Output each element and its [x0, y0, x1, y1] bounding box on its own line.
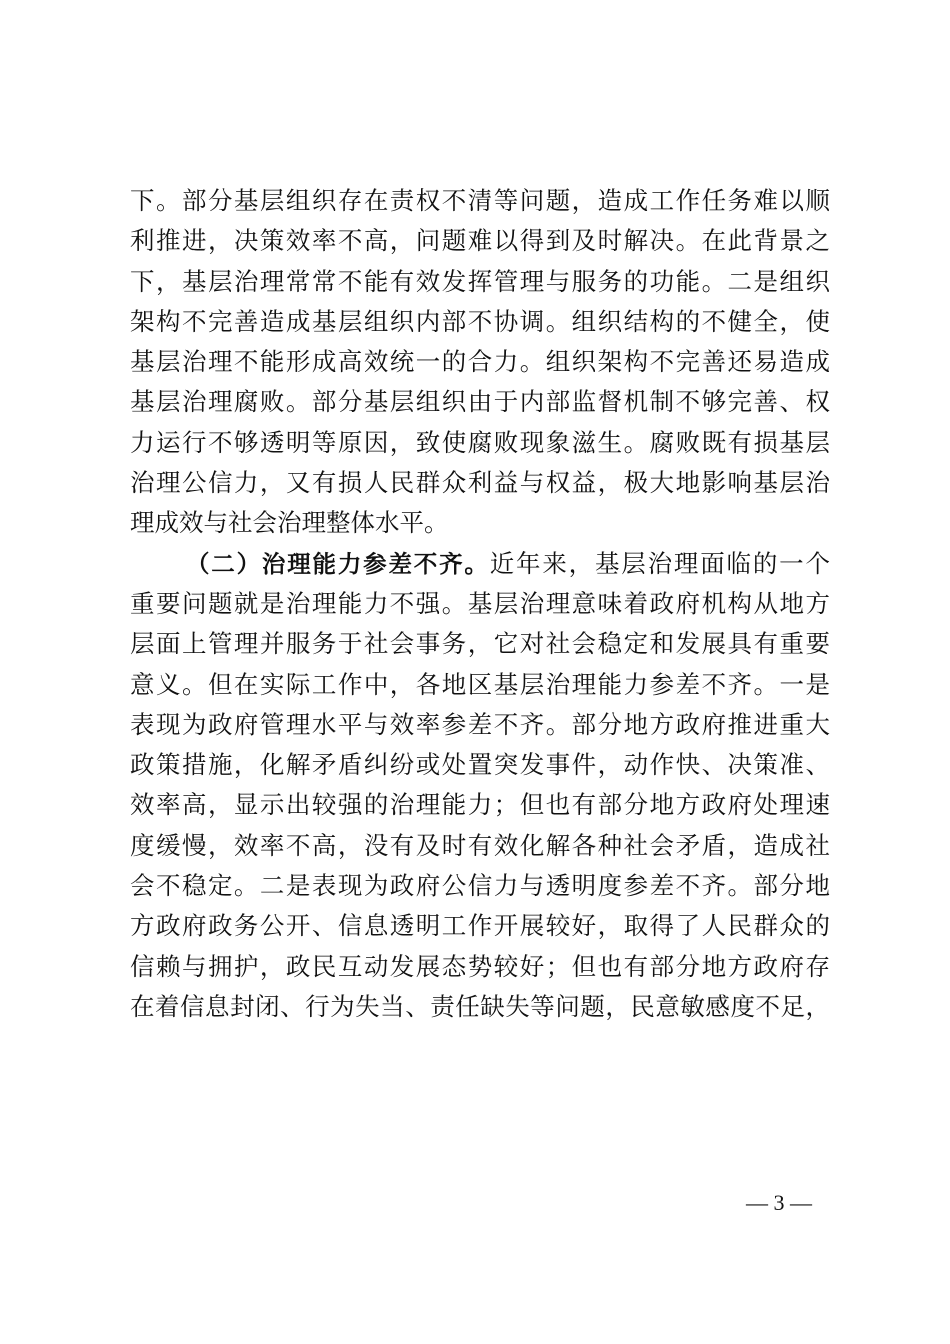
- paragraph-line: 度缓慢，效率不高，没有及时有效化解各种社会矛盾，造成社: [130, 830, 830, 860]
- paragraph-line: 在着信息封闭、行为失当、责任缺失等问题，民意敏感度不足，: [130, 991, 830, 1021]
- paragraph-line: 重要问题就是治理能力不强。基层治理意味着政府机构从地方: [130, 588, 830, 618]
- paragraph-line: 层面上管理并服务于社会事务，它对社会稳定和发展具有重要: [130, 629, 830, 659]
- paragraph-line: 方政府政务公开、信息透明工作开展较好，取得了人民群众的: [130, 911, 830, 941]
- page-number: — 3 —: [746, 1190, 812, 1215]
- paragraph-line: 意义。但在实际工作中，各地区基层治理能力参差不齐。一是: [130, 669, 830, 699]
- paragraph-first-line: [130, 544, 830, 584]
- paragraph-line: 架构不完善造成基层组织内部不协调。组织结构的不健全，使: [130, 306, 830, 336]
- paragraph-line: 利推进，决策效率不高，问题难以得到及时解决。在此背景之: [130, 226, 830, 256]
- paragraph-line: 下，基层治理常常不能有效发挥管理与服务的功能。二是组织: [130, 266, 830, 296]
- paragraph-line: 力运行不够透明等原因，致使腐败现象滋生。腐败既有损基层: [130, 427, 830, 457]
- paragraph-line: 效率高，显示出较强的治理能力；但也有部分地方政府处理速: [130, 790, 830, 820]
- paragraph-line: 政策措施，化解矛盾纠纷或处置突发事件，动作快、决策准、: [130, 750, 830, 780]
- paragraph-line: 表现为政府管理水平与效率参差不齐。部分地方政府推进重大: [130, 709, 830, 739]
- paragraph-line-text: 近年来，基层治理面临的一个: [489, 548, 830, 578]
- paragraph-line: 下。部分基层组织存在责权不清等问题，造成工作任务难以顺: [130, 186, 830, 215]
- paragraph-line: 基层治理腐败。部分基层组织由于内部监督机制不够完善、权: [130, 387, 830, 417]
- paragraph-line: 治理公信力，又有损人民群众利益与权益，极大地影响基层治: [130, 468, 830, 498]
- paragraph-line: 基层治理不能形成高效统一的合力。组织架构不完善还易造成: [130, 347, 830, 377]
- paragraph-line: 会不稳定。二是表现为政府公信力与透明度参差不齐。部分地: [130, 871, 830, 901]
- paragraph-line: 理成效与社会治理整体水平。: [130, 508, 449, 538]
- body-text: [130, 181, 830, 1027]
- section-heading: （二）治理能力参差不齐。: [186, 549, 490, 578]
- paragraph-line: 信赖与拥护，政民互动发展态势较好；但也有部分地方政府存: [130, 951, 830, 981]
